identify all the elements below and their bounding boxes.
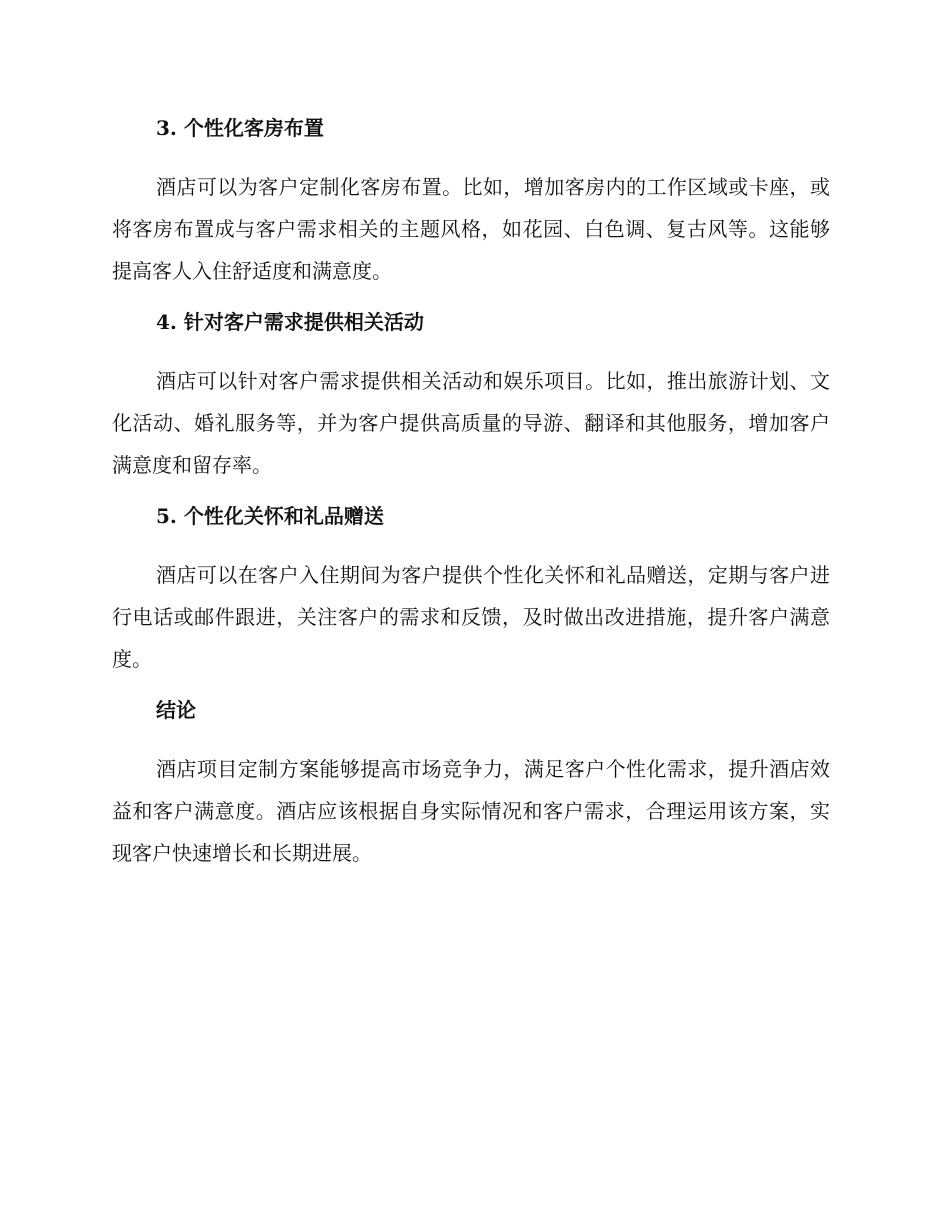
section-paragraph: 酒店可以针对客户需求提供相关活动和娱乐项目。比如，推出旅游计划、文化活动、婚礼服务等，并为客户提供高质量的导游、翻译和其他服务，增加客户满意度和留存率。	[112, 369, 830, 477]
section-heading: 3. 个性化客房布置	[156, 116, 324, 140]
section-paragraph: 酒店可以为客户定制化客房布置。比如，增加客房内的工作区域或卡座，或将客房布置成与客户需求相关的主题风格，如花园、白色调、复古风等。这能够提高客人入住舒适度和满意度。	[112, 175, 830, 283]
section-conclusion	[112, 694, 830, 874]
section-activities	[112, 306, 830, 486]
section-paragraph: 酒店项目定制方案能够提高市场竞争力，满足客户个性化需求，提升酒店效益和客户满意度。酒店应该根据自身实际情况和客户需求，合理运用该方案，实现客户快速增长和长期进展。	[112, 757, 830, 865]
section-heading: 结论	[156, 698, 196, 722]
section-heading: 4. 针对客户需求提供相关活动	[156, 310, 424, 334]
document-page	[112, 112, 830, 888]
section-care-and-gifts	[112, 500, 830, 680]
section-paragraph: 酒店可以在客户入住期间为客户提供个性化关怀和礼品赠送，定期与客户进行电话或邮件跟进，关注客户的需求和反馈，及时做出改进措施，提升客户满意度。	[112, 563, 830, 671]
section-heading: 5. 个性化关怀和礼品赠送	[156, 504, 384, 528]
section-personalized-room	[112, 112, 830, 292]
